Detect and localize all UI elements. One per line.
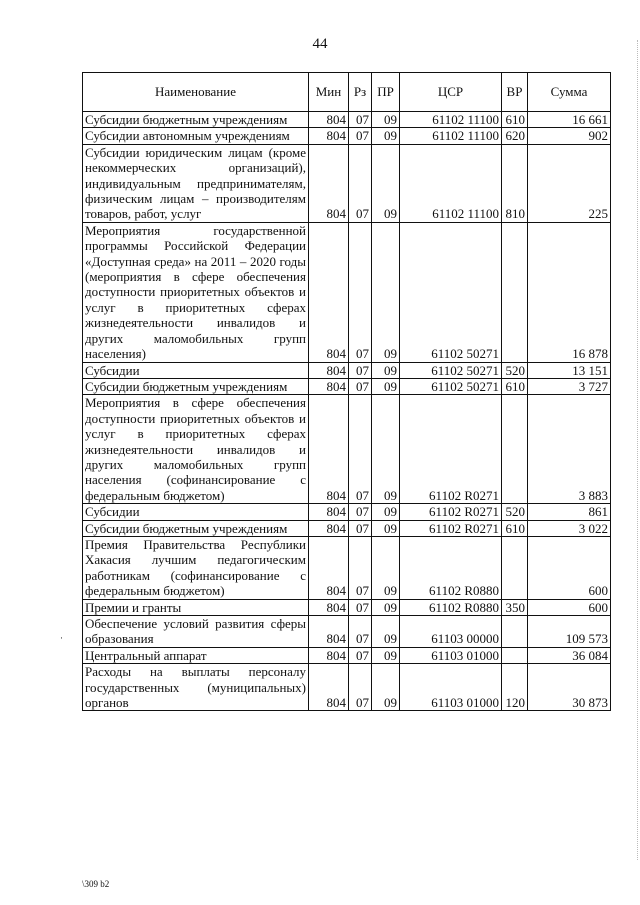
- cell-rz: 07: [349, 536, 372, 599]
- header-rz: Рз: [349, 73, 372, 112]
- cell-sum: 109 573: [528, 616, 611, 648]
- cell-rz: 07: [349, 222, 372, 362]
- cell-name: Субсидии бюджетным учреждениям: [83, 112, 309, 128]
- cell-csr: 61102 50271: [400, 362, 502, 378]
- cell-rz: 07: [349, 378, 372, 394]
- cell-sum: 16 661: [528, 112, 611, 128]
- cell-rz: 07: [349, 599, 372, 615]
- cell-csr: 61103 00000: [400, 616, 502, 648]
- cell-name: Субсидии юридическим лицам (кроме некоммерческих организаций), индивидуальным предпринимателям, физическим лицам – производителям товаров, работ, услуг: [83, 144, 309, 222]
- table-row: [83, 647, 611, 663]
- header-pr: ПР: [372, 73, 400, 112]
- cell-min: 804: [309, 599, 349, 615]
- cell-name: Субсидии: [83, 504, 309, 520]
- cell-csr: 61103 01000: [400, 647, 502, 663]
- cell-vr: 610: [502, 520, 528, 536]
- cell-vr: 120: [502, 664, 528, 711]
- cell-csr: 61102 R0271: [400, 504, 502, 520]
- cell-pr: 09: [372, 616, 400, 648]
- table-row: [83, 144, 611, 222]
- cell-pr: 09: [372, 128, 400, 144]
- cell-sum: 16 878: [528, 222, 611, 362]
- cell-pr: 09: [372, 144, 400, 222]
- cell-rz: 07: [349, 616, 372, 648]
- cell-rz: 07: [349, 112, 372, 128]
- cell-csr: 61102 R0271: [400, 395, 502, 504]
- cell-vr: [502, 395, 528, 504]
- cell-vr: [502, 616, 528, 648]
- table-row: [83, 362, 611, 378]
- cell-min: 804: [309, 144, 349, 222]
- cell-pr: 09: [372, 504, 400, 520]
- cell-sum: 13 151: [528, 362, 611, 378]
- cell-sum: 600: [528, 536, 611, 599]
- cell-vr: 350: [502, 599, 528, 615]
- cell-pr: 09: [372, 112, 400, 128]
- footer-code: \309 b2: [82, 879, 110, 889]
- cell-min: 804: [309, 536, 349, 599]
- cell-min: 804: [309, 504, 349, 520]
- cell-vr: 610: [502, 112, 528, 128]
- cell-csr: 61102 R0271: [400, 520, 502, 536]
- header-sum: Сумма: [528, 73, 611, 112]
- cell-name: Расходы на выплаты персоналу государственных (муниципальных) органов: [83, 664, 309, 711]
- cell-vr: 810: [502, 144, 528, 222]
- cell-name: Премия Правительства Республики Хакасия лучшим педагогическим работникам (софинансирование с федеральным бюджетом): [83, 536, 309, 599]
- cell-vr: [502, 536, 528, 599]
- cell-sum: 902: [528, 128, 611, 144]
- cell-rz: 07: [349, 362, 372, 378]
- cell-min: 804: [309, 378, 349, 394]
- cell-csr: 61102 11100: [400, 144, 502, 222]
- cell-pr: 09: [372, 520, 400, 536]
- table-row: [83, 664, 611, 711]
- cell-rz: 07: [349, 128, 372, 144]
- margin-dot: ·: [60, 633, 63, 643]
- cell-name: Обеспечение условий развития сферы образования: [83, 616, 309, 648]
- cell-sum: 3 883: [528, 395, 611, 504]
- cell-min: 804: [309, 362, 349, 378]
- table-row: [83, 222, 611, 362]
- cell-name: Субсидии бюджетным учреждениям: [83, 378, 309, 394]
- header-csr: ЦСР: [400, 73, 502, 112]
- header-name: Наименование: [83, 73, 309, 112]
- cell-pr: 09: [372, 536, 400, 599]
- cell-rz: 07: [349, 144, 372, 222]
- scan-edge: [631, 40, 638, 860]
- cell-min: 804: [309, 664, 349, 711]
- cell-vr: 610: [502, 378, 528, 394]
- cell-pr: 09: [372, 395, 400, 504]
- cell-pr: 09: [372, 647, 400, 663]
- cell-name: Премии и гранты: [83, 599, 309, 615]
- cell-pr: 09: [372, 599, 400, 615]
- cell-sum: 3 022: [528, 520, 611, 536]
- cell-rz: 07: [349, 395, 372, 504]
- cell-pr: 09: [372, 362, 400, 378]
- cell-pr: 09: [372, 222, 400, 362]
- table-row: [83, 504, 611, 520]
- table-row: [83, 378, 611, 394]
- cell-rz: 07: [349, 647, 372, 663]
- cell-sum: 861: [528, 504, 611, 520]
- cell-pr: 09: [372, 664, 400, 711]
- header-vr: ВР: [502, 73, 528, 112]
- cell-csr: 61102 R0880: [400, 599, 502, 615]
- cell-name: Мероприятия в сфере обеспечения доступности приоритетных объектов и услуг в приоритетных сферах жизнедеятельности инвалидов и других маломобильных групп населения (софинансирование с федеральным бюджетом): [83, 395, 309, 504]
- cell-vr: [502, 647, 528, 663]
- cell-name: Субсидии бюджетным учреждениям: [83, 520, 309, 536]
- cell-min: 804: [309, 112, 349, 128]
- table-row: [83, 112, 611, 128]
- cell-pr: 09: [372, 378, 400, 394]
- cell-csr: 61102 50271: [400, 378, 502, 394]
- table-row: [83, 128, 611, 144]
- budget-table: [82, 72, 611, 711]
- cell-csr: 61102 50271: [400, 222, 502, 362]
- table-row: [83, 536, 611, 599]
- cell-sum: 3 727: [528, 378, 611, 394]
- cell-rz: 07: [349, 520, 372, 536]
- cell-vr: 520: [502, 362, 528, 378]
- cell-sum: 225: [528, 144, 611, 222]
- table-row: [83, 395, 611, 504]
- cell-min: 804: [309, 616, 349, 648]
- cell-sum: 36 084: [528, 647, 611, 663]
- cell-vr: 620: [502, 128, 528, 144]
- cell-min: 804: [309, 395, 349, 504]
- page-number: 44: [312, 36, 328, 52]
- cell-vr: [502, 222, 528, 362]
- cell-rz: 07: [349, 504, 372, 520]
- cell-vr: 520: [502, 504, 528, 520]
- table-row: [83, 599, 611, 615]
- cell-min: 804: [309, 128, 349, 144]
- cell-csr: 61102 11100: [400, 112, 502, 128]
- cell-name: Субсидии: [83, 362, 309, 378]
- table-row: [83, 520, 611, 536]
- cell-name: Мероприятия государственной программы Российской Федерации «Доступная среда» на 2011 – 2020 годы (мероприятия в сфере обеспечения доступности приоритетных объектов и услуг в приоритетных сферах жизнедеятельности инвалидов и других маломобильных групп населения): [83, 222, 309, 362]
- cell-sum: 30 873: [528, 664, 611, 711]
- cell-csr: 61102 R0880: [400, 536, 502, 599]
- cell-min: 804: [309, 222, 349, 362]
- cell-rz: 07: [349, 664, 372, 711]
- cell-name: Субсидии автономным учреждениям: [83, 128, 309, 144]
- cell-csr: 61102 11100: [400, 128, 502, 144]
- cell-name: Центральный аппарат: [83, 647, 309, 663]
- cell-min: 804: [309, 647, 349, 663]
- cell-sum: 600: [528, 599, 611, 615]
- cell-min: 804: [309, 520, 349, 536]
- table-header-row: [83, 73, 611, 112]
- header-min: Мин: [309, 73, 349, 112]
- table-row: [83, 616, 611, 648]
- cell-csr: 61103 01000: [400, 664, 502, 711]
